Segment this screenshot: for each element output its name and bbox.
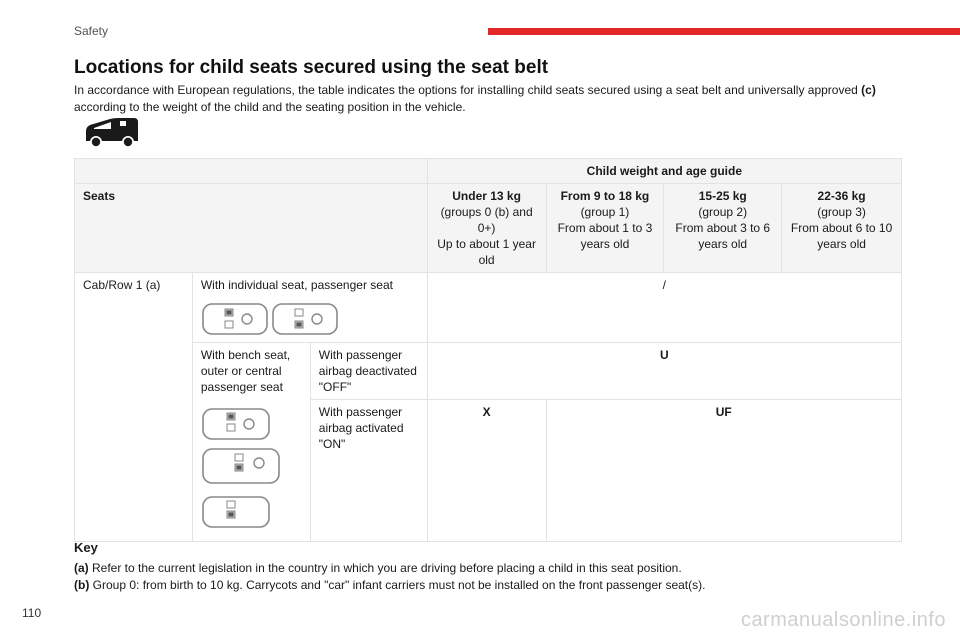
group-weight: From 9 to 18 kg [560, 189, 650, 203]
intro-text-before: In accordance with European regulations, the table indicates the options for installing child seats secured using a seat belt and universally approved [74, 83, 862, 97]
group-header-2 [664, 184, 782, 273]
group-age: From about 6 to 10 years old [790, 221, 893, 251]
airbag-off-label: With passenger airbag deactivated "OFF" [310, 343, 427, 400]
group-desc: (group 1) [580, 205, 630, 219]
section-accent-bar [488, 28, 960, 35]
guide-header: Child weight and age guide [427, 159, 901, 184]
group-desc: (groups 0 (b) and 0+) [440, 205, 533, 235]
intro-marker: (c) [861, 83, 876, 97]
seats-header: Seats [75, 184, 428, 273]
watermark: carmanualsonline.info [740, 609, 946, 631]
group-weight: 15-25 kg [698, 189, 747, 203]
airbag-on-label: With passenger airbag activated "ON" [310, 400, 427, 542]
airbag-on-value-group0: X [427, 400, 546, 542]
key-marker: (b) [74, 578, 90, 592]
individual-seat-label: With individual seat, passenger seat [200, 278, 393, 292]
intro-text-after: according to the weight of the child and the seating position in the vehicle. [74, 100, 466, 114]
group-age: From about 3 to 6 years old [675, 221, 771, 251]
child-seat-table [74, 158, 902, 542]
row-label: Cab/Row 1 (a) [75, 273, 193, 542]
group-weight: Under 13 kg [452, 189, 521, 203]
bench-seat-cell [192, 343, 310, 542]
section-title: Safety [74, 24, 109, 38]
key-marker: (a) [74, 561, 89, 575]
page-number: 110 [22, 606, 42, 620]
key-item-a [74, 560, 682, 576]
key-title: Key [74, 540, 98, 555]
seat-layout-icon [201, 301, 341, 337]
key-text: Refer to the current legislation in the country in which you are driving before placing a child in this seat position. [88, 561, 682, 575]
bench-seat-layout-icon [201, 405, 281, 535]
bench-seat-label: With bench seat, outer or central passenger seat [200, 348, 291, 394]
key-item-b [74, 577, 705, 593]
group-age: From about 1 to 3 years old [557, 221, 653, 251]
airbag-off-value: U [427, 343, 901, 400]
group-header-1 [546, 184, 664, 273]
group-header-0 [427, 184, 546, 273]
intro-paragraph [74, 82, 914, 116]
group-desc: (group 3) [817, 205, 866, 219]
group-header-3 [782, 184, 902, 273]
group-weight: 22-36 kg [817, 189, 866, 203]
individual-seat-cell [192, 273, 427, 343]
table-corner [75, 159, 428, 184]
van-icon [82, 117, 140, 149]
individual-seat-value: / [427, 273, 901, 343]
group-age: Up to about 1 year old [437, 237, 536, 267]
page-title: Locations for child seats secured using the seat belt [74, 57, 549, 78]
group-desc: (group 2) [698, 205, 748, 219]
airbag-on-value-other: UF [546, 400, 901, 542]
key-text: Group 0: from birth to 10 kg. Carrycots and "car" infant carriers must not be installed on the front passenger seat(s). [89, 578, 706, 592]
